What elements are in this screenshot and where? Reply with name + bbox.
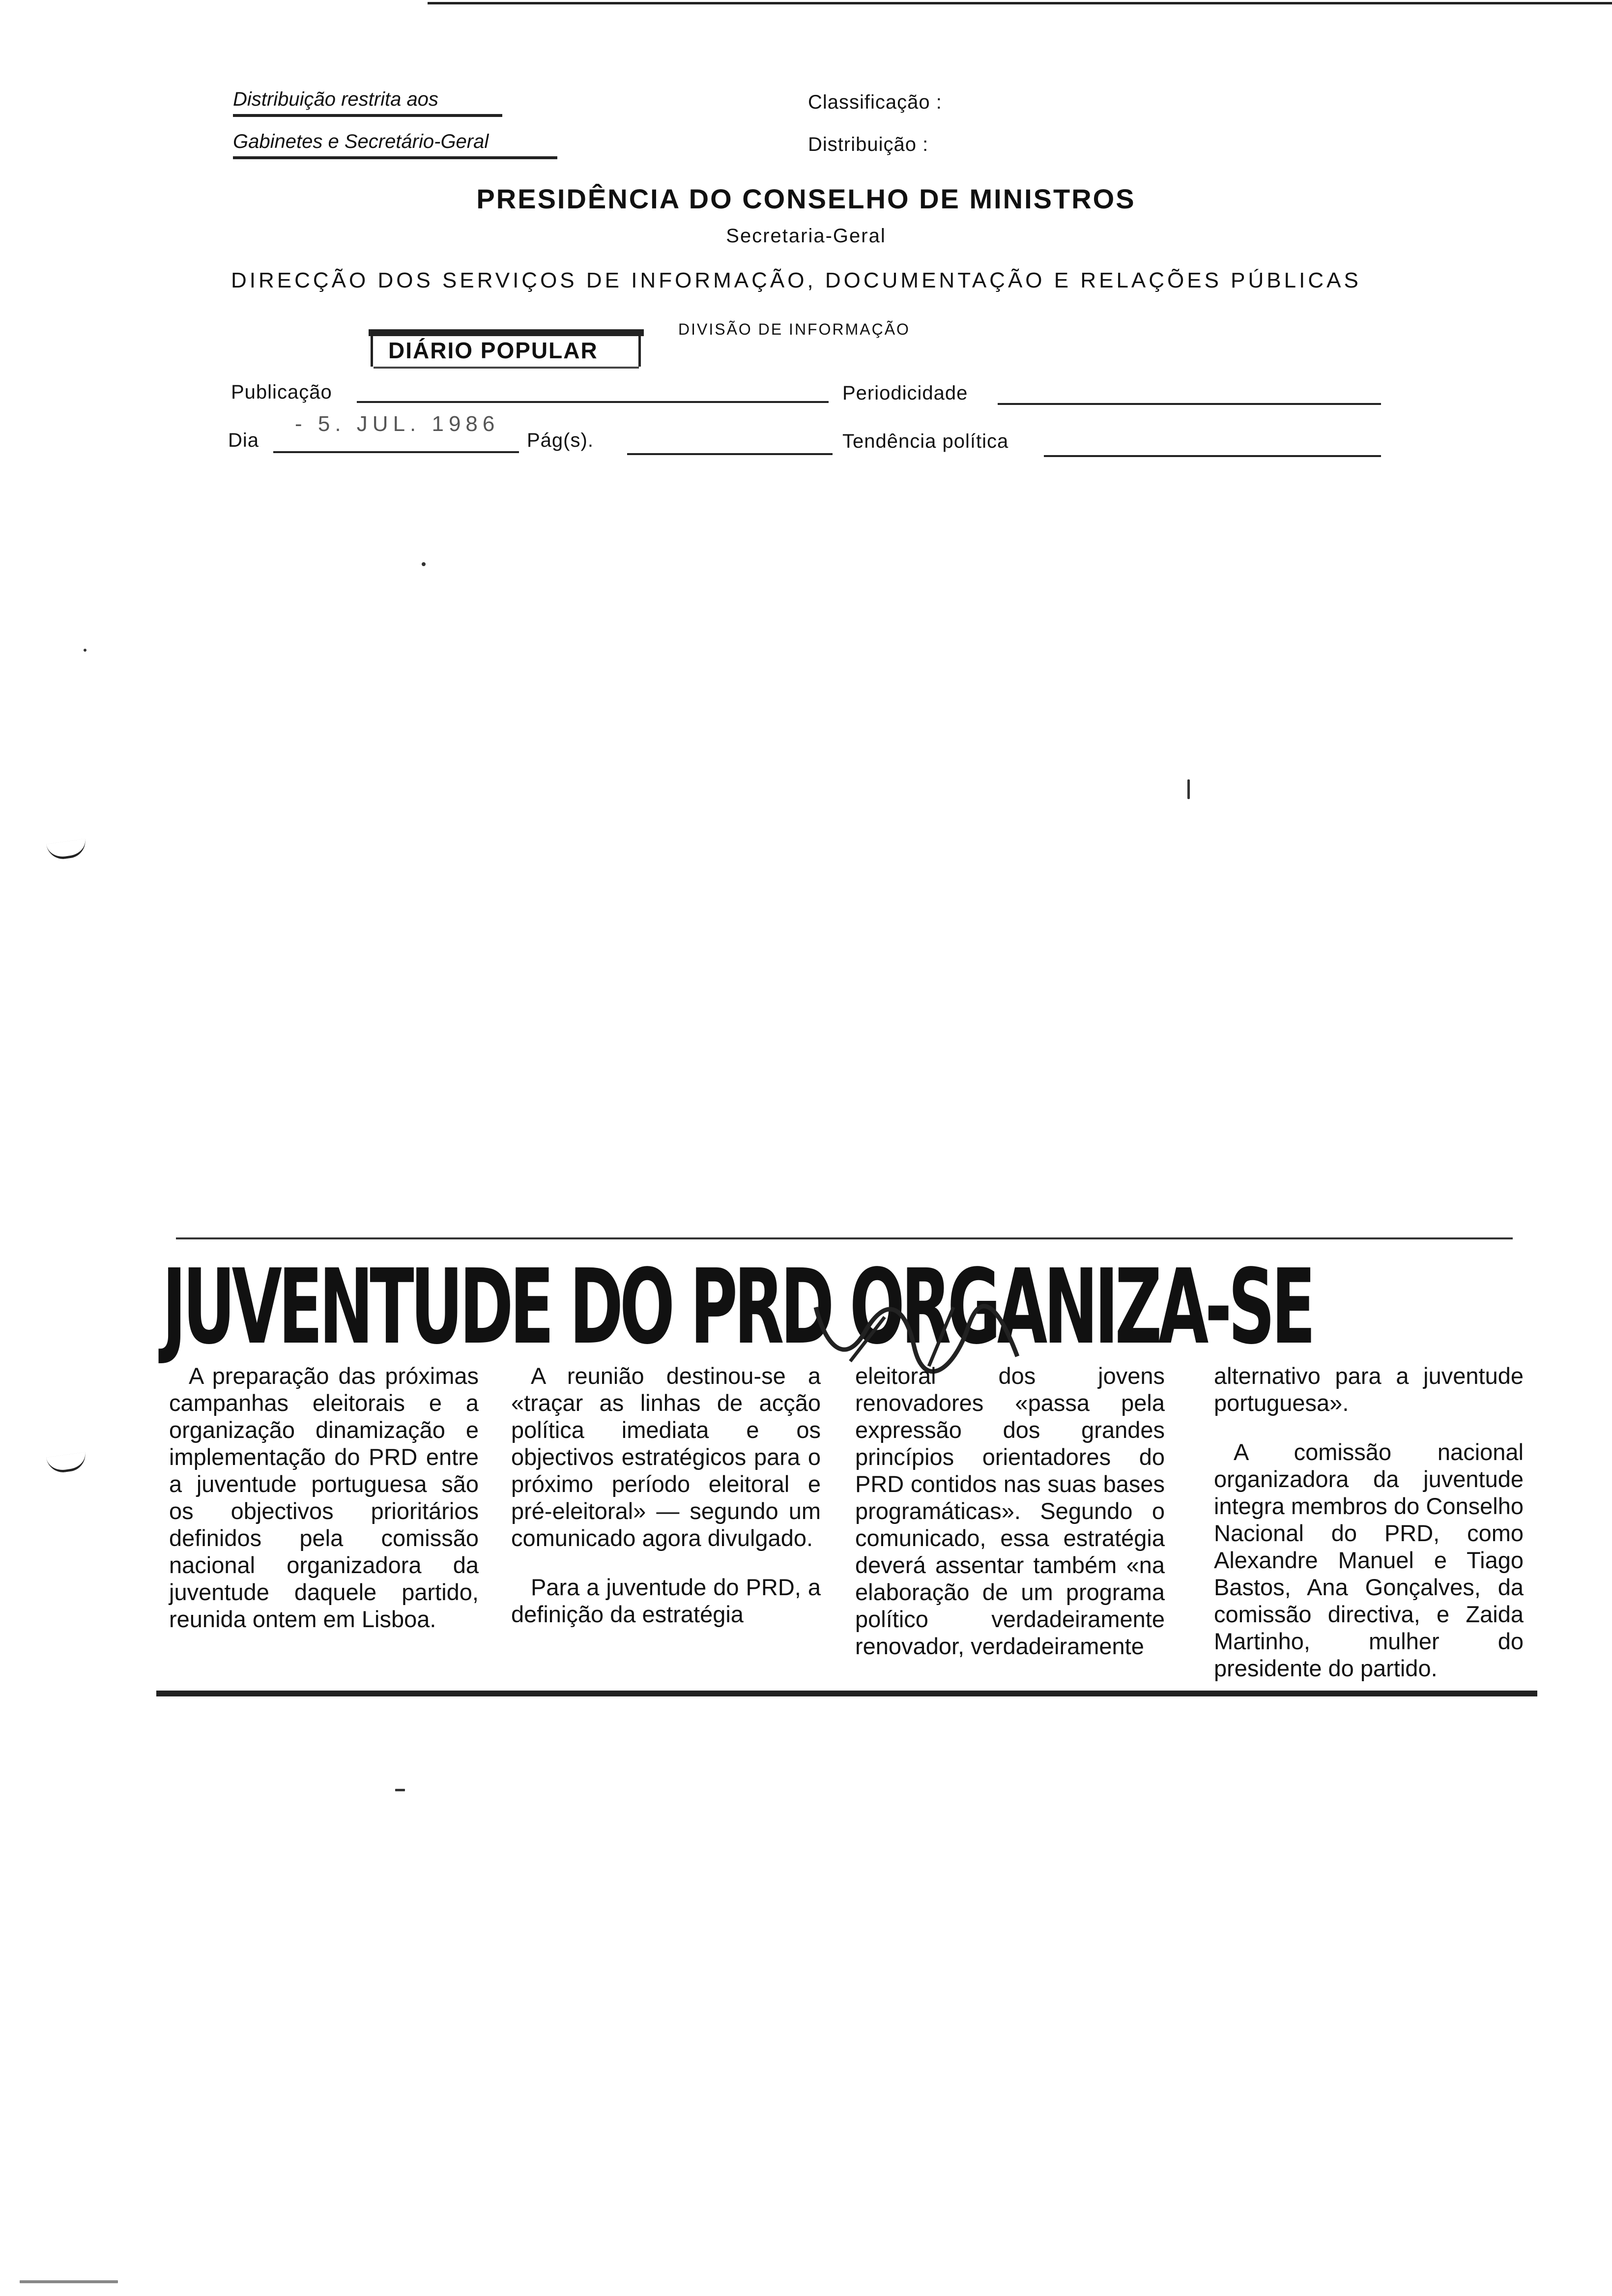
restricted-line-2: Gabinetes e Secretário-Geral [233,131,489,152]
pags-line [627,453,833,455]
scan-speck [20,2280,118,2283]
publication-stamp [364,319,649,378]
scan-speck [84,649,86,652]
scan-speck [1187,779,1190,799]
publicacao-line [357,401,829,403]
tendencia-line [1044,455,1381,457]
pags-label: Pág(s). [527,430,594,451]
article-paragraph: alternativo para a juventude portuguesa». [1214,1363,1524,1416]
scribble-stroke [816,1306,1017,1372]
article-column-2 [511,1362,821,1650]
top-edge-rule [428,2,1612,4]
department-heading: DIRECÇÃO DOS SERVIÇOS DE INFORMAÇÃO, DOCUMENTAÇÃO E RELAÇÕES PÚBLICAS [231,268,1361,292]
restricted-line-1: Distribuição restrita aos [233,88,438,110]
publicacao-label: Publicação [231,381,332,403]
article-paragraph: A reunião destinou-se a «traçar as linhas de acção política imediata e os objectivos estratégicos para o próximo período eleitoral e pré-eleitoral» — segundo um comunicado agora divulgado. [511,1363,821,1551]
scan-speck [395,1789,405,1791]
article-paragraph: A comissão nacional organizadora da juventude integra membros do Conselho Nacional do PRD, como Alexandre Manuel e Tiago Bastos, Ana Gonçalves, da comissão directiva, e Zaida Martinho, mulher do presidente do partido. [1214,1439,1524,1681]
article-paragraph: Para a juventude do PRD, a definição da estratégia [511,1574,821,1627]
clipping-top-rule [176,1237,1513,1239]
page-subtitle: Secretaria-Geral [726,225,886,247]
publication-stamp-text: DIÁRIO POPULAR [388,338,598,363]
stamp-underline [374,367,639,369]
margin-mark [46,839,87,861]
restricted-underline-2 [233,156,557,159]
article-paragraph: A preparação das próximas campanhas eleitorais e a organização dinamização e implementação do PRD entre a juventude portuguesa são os objectivos prioritários definidos pela comissão nacional organizadora da juventude daquele partido, reunida ontem em Lisboa. [169,1363,479,1632]
division-heading: DIVISÃO DE INFORMAÇÃO [678,320,910,338]
article-column-1 [169,1362,479,1655]
article-column-3 [855,1362,1165,1682]
article-paragraph: eleitoral dos jovens renovadores «passa pela expressão dos grandes princípios orientadores do PRD contidos nas suas bases programáticas». Segundo o comunicado, essa estratégia deverá assentar também «na elaboração de um programa político verdadeiramente renovador, verdadeiramente [855,1363,1165,1659]
margin-mark [46,1452,87,1475]
periodicidade-line [998,403,1381,405]
page-title: PRESIDÊNCIA DO CONSELHO DE MINISTROS [476,183,1136,214]
dia-line [273,451,519,453]
article-headline: JUVENTUDE DO PRD ORGANIZA-SE [162,1247,1312,1367]
tendencia-label: Tendência política [842,430,1009,452]
date-stamp: - 5. JUL. 1986 [295,412,500,436]
periodicidade-label: Periodicidade [842,382,968,404]
clipping-bottom-rule [156,1691,1537,1696]
distribution-label: Distribuição : [808,134,929,155]
dia-label: Dia [228,430,259,451]
scan-speck [422,562,426,566]
restricted-underline-1 [233,114,502,117]
article-column-4 [1214,1362,1524,1704]
classification-label: Classificação : [808,91,942,113]
